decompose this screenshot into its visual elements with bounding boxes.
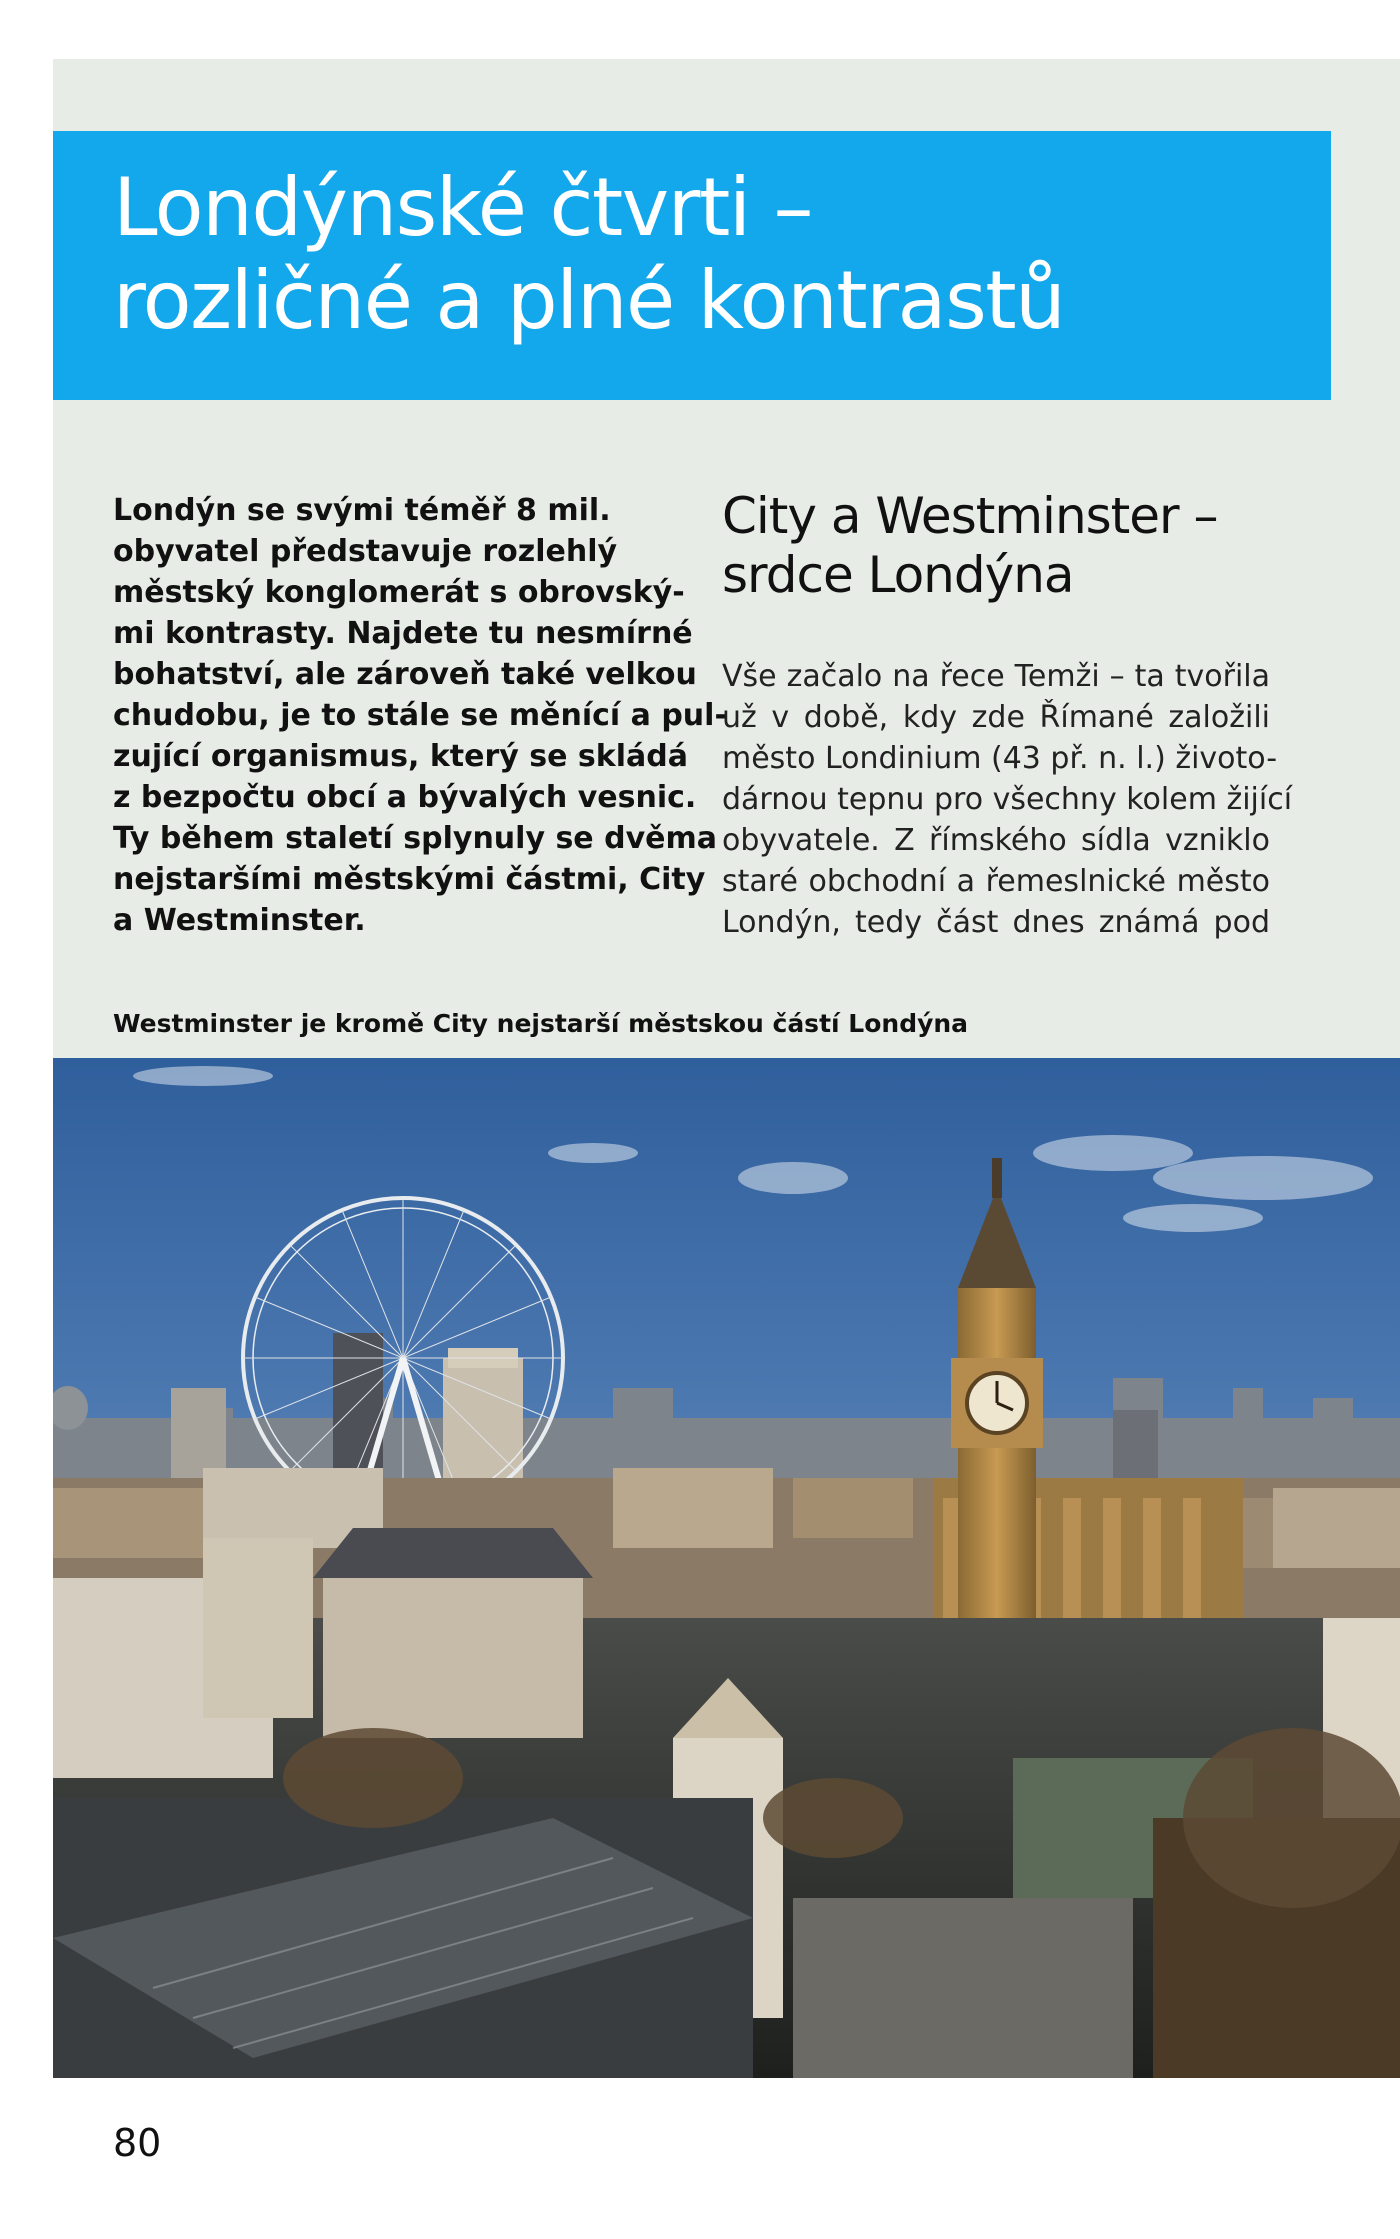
intro-line: městský konglomerát s obrovský- — [113, 575, 685, 610]
section-heading-line: City a Westminster – — [722, 487, 1218, 545]
title-line: Londýnské čtvrti – — [113, 161, 813, 254]
intro-line: chudobu, je to stále se měnící a pul- — [113, 698, 727, 733]
body-line: už v době, kdy zde Římané založili — [722, 700, 1270, 735]
intro-line: z bezpočtu obcí a bývalých vesnic. — [113, 780, 697, 815]
intro-line: mi kontrasty. Najdete tu nesmírné — [113, 616, 693, 651]
intro-line: bohatství, ale zároveň také velkou — [113, 657, 697, 692]
body-line: obyvatele. Z římského sídla vzniklo — [722, 823, 1270, 858]
body-line: Londýn, tedy část dnes známá pod — [722, 905, 1270, 940]
intro-line: obyvatel představuje rozlehlý — [113, 534, 618, 569]
intro-line: Londýn se svými téměř 8 mil. — [113, 493, 611, 528]
page-title — [113, 161, 1064, 347]
title-banner — [53, 131, 1331, 400]
body-line: dárnou tepnu pro všechny kolem žijící — [722, 782, 1293, 817]
intro-line: nejstaršími městskými částmi, City — [113, 862, 706, 897]
body-paragraph — [722, 656, 1293, 943]
section-heading — [722, 487, 1218, 605]
intro-line: Ty během staletí splynuly se dvěma — [113, 821, 717, 856]
intro-paragraph — [113, 490, 727, 941]
body-line: staré obchodní a řemeslnické město — [722, 864, 1270, 899]
section-heading-line: srdce Londýna — [722, 546, 1074, 604]
page-number: 80 — [113, 2121, 162, 2165]
london-skyline-photo — [53, 1058, 1400, 2078]
intro-line: a Westminster. — [113, 903, 366, 938]
photo-caption: Westminster je kromě City nejstarší městskou částí Londýna — [113, 1009, 969, 1038]
body-line: město Londinium (43 př. n. l.) životo- — [722, 741, 1278, 776]
intro-line: zující organismus, který se skládá — [113, 739, 688, 774]
title-line: rozličné a plné kontrastů — [113, 254, 1065, 347]
body-line: Vše začalo na řece Temži – ta tvořila — [722, 659, 1270, 694]
